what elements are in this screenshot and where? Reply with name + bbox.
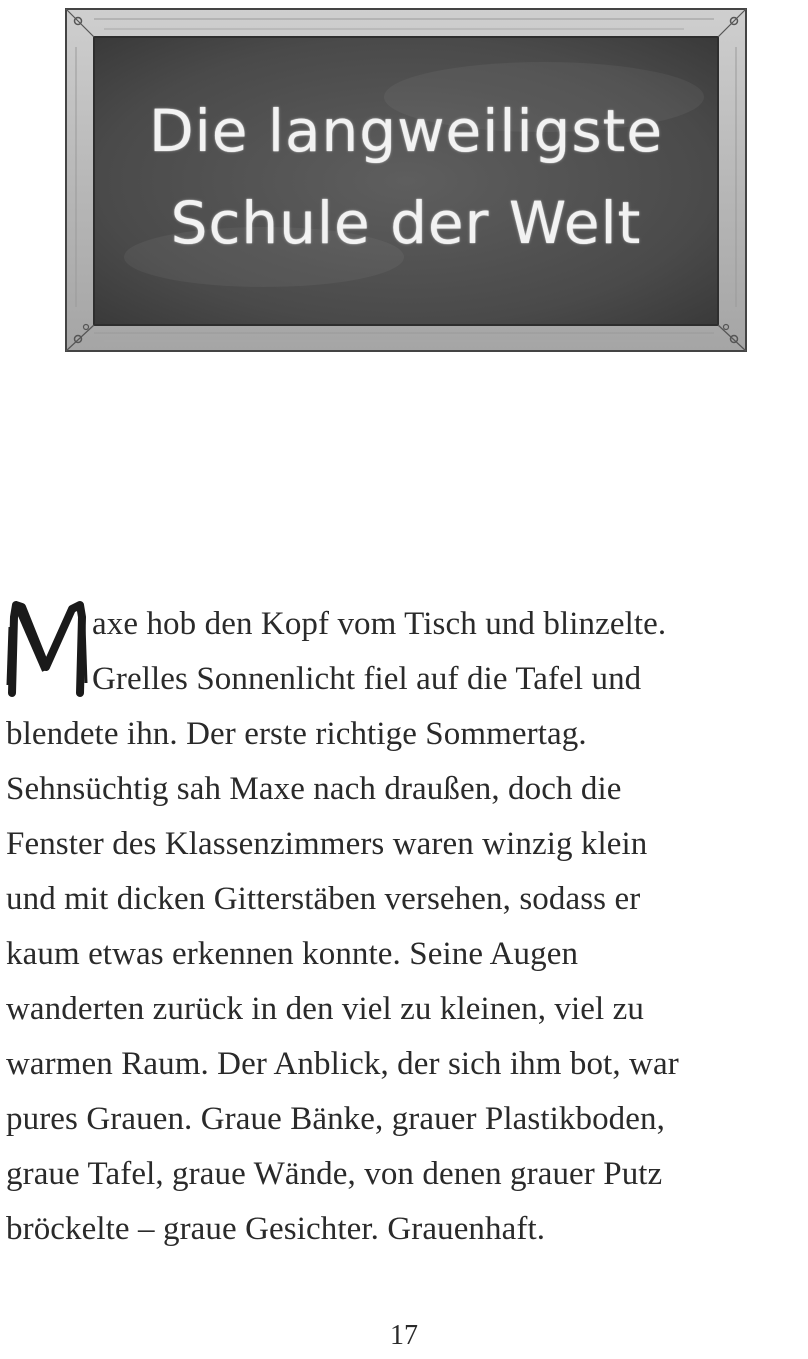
story-line-9: warmen Raum. Der Anblick, der sich ihm bot, war: [6, 1046, 679, 1082]
drop-cap-m: [6, 597, 88, 697]
story-line-4: Sehnsüchtig sah Maxe nach draußen, doch die: [6, 771, 622, 807]
page-number: 17: [390, 1320, 418, 1351]
story-line-2: Grelles Sonnenlicht fiel auf die Tafel und: [92, 661, 642, 697]
chapter-title-line-1: Die langweiligste: [148, 97, 664, 165]
chapter-title-line-2: Schule der Welt: [170, 189, 642, 257]
story-line-6: und mit dicken Gitterstäben versehen, sodass er: [6, 881, 641, 917]
story-line-12: bröckelte – graue Gesichter. Grauenhaft.: [6, 1211, 546, 1247]
chalkboard-illustration: [64, 7, 748, 353]
story-line-11: graue Tafel, graue Wände, von denen grauer Putz: [6, 1156, 663, 1192]
story-line-8: wanderten zurück in den viel zu kleinen, viel zu: [6, 991, 644, 1027]
story-text: [6, 597, 806, 1257]
story-line-5: Fenster des Klassenzimmers waren winzig klein: [6, 826, 648, 862]
chapter-title: [64, 85, 748, 269]
story-line-3: blendete ihn. Der erste richtige Sommertag.: [6, 716, 587, 752]
story-line-7: kaum etwas erkennen konnte. Seine Augen: [6, 936, 579, 972]
story-line-1: axe hob den Kopf vom Tisch und blinzelte.: [92, 606, 667, 642]
story-line-10: pures Grauen. Graue Bänke, grauer Plastikboden,: [6, 1101, 665, 1137]
